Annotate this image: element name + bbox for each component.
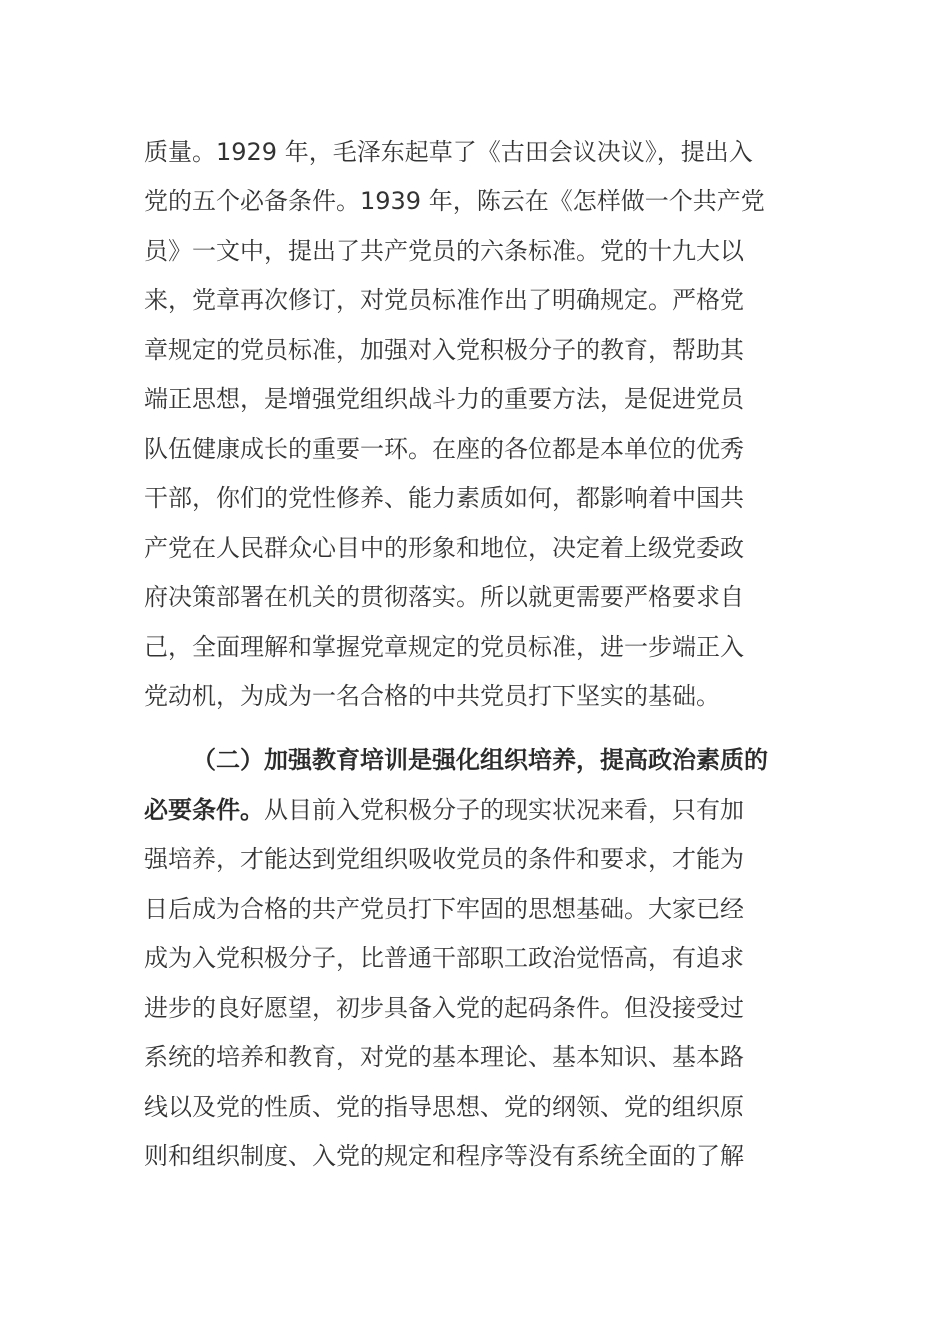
text-line: 府决策部署在机关的贯彻落实。所以就更需要严格要求自 — [144, 583, 744, 611]
text-line: 进步的良好愿望，初步具备入党的起码条件。但没接受过 — [144, 994, 744, 1022]
text-line: 章规定的党员标准，加强对入党积极分子的教育，帮助其 — [144, 336, 744, 364]
text-line: 干部，你们的党性修养、能力素质如何，都影响着中国共 — [144, 484, 744, 512]
text-line: 线以及党的性质、党的指导思想、党的纲领、党的组织原 — [144, 1093, 744, 1121]
text-line — [144, 795, 744, 825]
text-line: 党的五个必备条件。1939 年，陈云在《怎样做一个共产党 — [144, 187, 765, 215]
text-line: 强培养，才能达到党组织吸收党员的条件和要求，才能为 — [144, 845, 744, 873]
text-line: 队伍健康成长的重要一环。在座的各位都是本单位的优秀 — [144, 435, 744, 463]
text-line: 成为入党积极分子，比普通干部职工政治觉悟高，有追求 — [144, 944, 744, 972]
text-span: 从目前入党积极分子的现实状况来看，只有加 — [264, 796, 744, 824]
text-line: 质量。1929 年，毛泽东起草了《古田会议决议》，提出入 — [144, 138, 753, 166]
text-line: 党动机，为成为一名合格的中共党员打下坚实的基础。 — [144, 682, 720, 710]
text-line: 己，全面理解和掌握党章规定的党员标准，进一步端正入 — [144, 633, 744, 661]
section-heading-continuation: 必要条件。 — [144, 796, 264, 824]
text-line: 则和组织制度、入党的规定和程序等没有系统全面的了解 — [144, 1142, 744, 1170]
text-line: 系统的培养和教育，对党的基本理论、基本知识、基本路 — [144, 1043, 744, 1071]
text-line: 产党在人民群众心目中的形象和地位，决定着上级党委政 — [144, 534, 744, 562]
text-line: 来，党章再次修订，对党员标准作出了明确规定。严格党 — [144, 286, 744, 314]
text-line: 员》一文中，提出了共产党员的六条标准。党的十九大以 — [144, 237, 744, 265]
section-heading: （二）加强教育培训是强化组织培养，提高政治素质的 — [192, 746, 768, 774]
text-line: 日后成为合格的共产党员打下牢固的思想基础。大家已经 — [144, 895, 744, 923]
text-line: 端正思想，是增强党组织战斗力的重要方法，是促进党员 — [144, 385, 744, 413]
